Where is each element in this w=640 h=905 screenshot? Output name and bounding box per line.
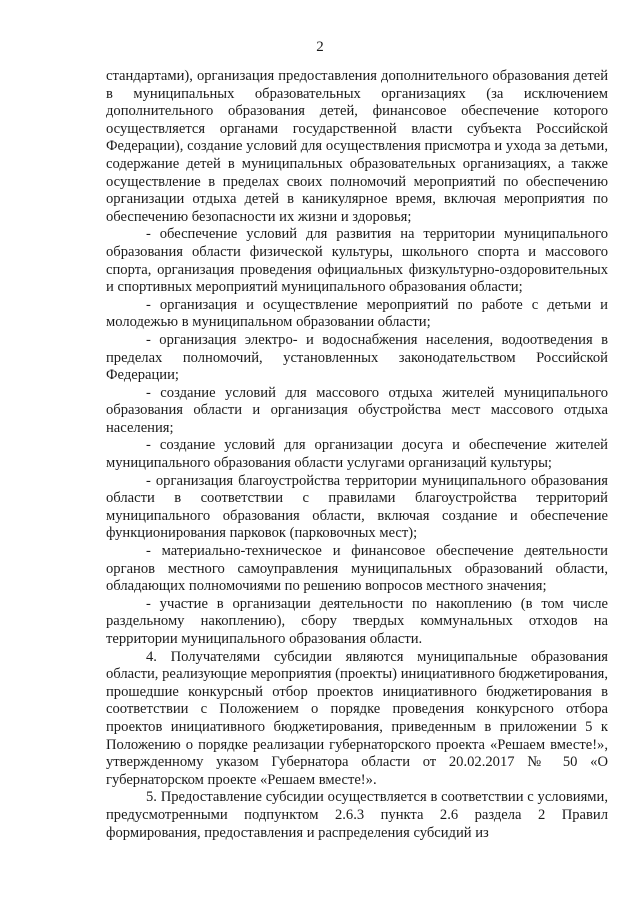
paragraph-provision: 5. Предоставление субсидии осуществляется в соответствии с условиями, предусмотренными подпунктом 2.6.3 пункта 2.6 раздела 2 Правил формирования, предоставления и распределения субсидий из bbox=[106, 789, 608, 841]
list-item-utilities: - организация электро- и водоснабжения населения, водоотведения в пределах полномочий, установленных законодательством Российской Федерации; bbox=[106, 331, 608, 384]
paragraph-recipients: 4. Получателями субсидии являются муниципальные образования области, реализующие мероприятия (проекты) инициативного бюджетирования, прошедшие конкурсный отбор проектов инициативного бюджетирования в соответствии с Положением о порядке проведения конкурсного отбора проектов инициативного бюджетирования, приведенным в приложении 5 к Положению о порядке реализации губернаторского проекта «Решаем вместе!», утвержденному указом Губернатора области от 20.02.2017 № 50 «О губернаторском проекте «Решаем вместе!». bbox=[106, 648, 608, 788]
document-body bbox=[106, 68, 608, 842]
list-item-logistics: - материально-техническое и финансовое обеспечение деятельности органов местного самоуправления муниципальных образований области, обладающих полномочиями по решению вопросов местного значения; bbox=[106, 543, 608, 595]
list-item-culture: - создание условий для организации досуга и обеспечение жителей муниципального образования области услугами организаций культуры; bbox=[106, 437, 608, 472]
list-item-sport: - обеспечение условий для развития на территории муниципального образования области физической культуры, школьного спорта и массового спорта, организация проведения официальных физкультурно-оздоровительных и спортивных мероприятий муниципального образования области; bbox=[106, 226, 608, 296]
paragraph-continuation: стандартами), организация предоставления дополнительного образования детей в муниципальных образовательных организациях (за исключением дополнительного образования детей, финансовое обеспечение которого осуществляется органами государственной власти субъекта Российской Федерации), создание условий для осуществления присмотра и ухода за детьми, содержание детей в муниципальных образовательных организациях, а также осуществление в пределах своих полномочий мероприятий по обеспечению организации отдыха детей в каникулярное время, включая мероприятия по обеспечению безопасности их жизни и здоровья; bbox=[106, 68, 608, 225]
list-item-improvement: - организация благоустройства территории муниципального образования области в соответствии с правилами благоустройства территорий муниципального образования области, включая создание и обеспечение функционирования парковок (парковочных мест); bbox=[106, 472, 608, 542]
scan-margin-mark bbox=[626, 700, 632, 830]
page-number: 2 bbox=[316, 39, 324, 55]
list-item-waste: - участие в организации деятельности по накоплению (в том числе раздельному накоплению), сбору твердых коммунальных отходов на территории муниципального образования области. bbox=[106, 595, 608, 647]
list-item-youth: - организация и осуществление мероприятий по работе с детьми и молодежью в муниципальном образовании области; bbox=[106, 296, 608, 331]
list-item-recreation: - создание условий для массового отдыха жителей муниципального образования области и организация обустройства мест массового отдыха населения; bbox=[106, 384, 608, 436]
